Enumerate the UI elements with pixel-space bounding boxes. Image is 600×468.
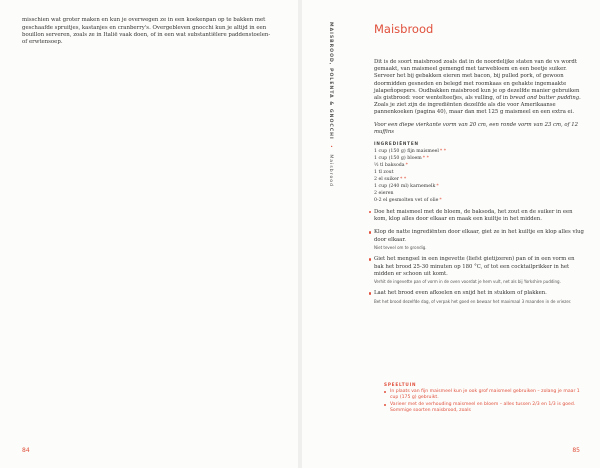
variations-list (384, 389, 584, 414)
ingredient-mark: * (405, 163, 408, 169)
variation-text: Varieer met de verhouding maismeel en bloem – alles tussen 2/3 en 1/3 is goed. Sommige soorten maisbrood, zoals (390, 402, 576, 413)
method-step (374, 229, 584, 250)
running-head (328, 22, 333, 187)
left-page (0, 0, 298, 468)
method-step (374, 256, 584, 284)
ingredient-text: 1 tl zout (374, 170, 394, 176)
method-steps (374, 209, 584, 304)
recipe-description (374, 59, 584, 117)
ingredient-item (374, 155, 584, 162)
step-note: Niet teveel om te grondig. (374, 244, 427, 250)
step-text: Doe het maismeel met de bloem, de baksoda, het zout en de suiker in een kom, klop alles door elkaar en maak een kuiltje in het midden. (374, 209, 573, 223)
description-italic: bread and butter pudding (509, 95, 580, 102)
ingredient-text: 0-2 el gesmolten vet of olie (374, 198, 439, 204)
recipe-content (374, 22, 584, 310)
ingredient-item (374, 183, 584, 190)
ingredient-mark: * * (422, 156, 429, 162)
ingredient-text: 2 el suiker (374, 177, 400, 183)
step-bullet-icon (369, 258, 371, 260)
variation-text: In plaats van fijn maismeel kun je ook grof maismeel gebruiken – zolang je maar 1 cup (175 g) gebruikt. (390, 389, 580, 400)
ingredient-text: 1 cup (150 g) bloem (374, 156, 422, 162)
ingredient-item (374, 169, 584, 176)
recipe-title: Maisbrood (374, 22, 434, 36)
step-bullet-icon (369, 292, 371, 294)
variations-box (384, 382, 584, 415)
intro-text: misschien wat groter maken en kun je overwegen ze in een koekenpan op te bakken met geschaafde spruitjes, kastanjes en cranberry's. Overgebleven gnocchi kun je altijd in een bouillon serveren, zoals ze in Italië vaak doen, of in een wat substantiëlere paddenstoelen- of erwtensoep. (22, 17, 271, 46)
step-text: Laat het brood even afkoelen en snijd het in stukken of plakken. (374, 290, 547, 297)
step-note: Bet het brood dezelfde dag, of verpak het goed en bewaar het maximaal 3 maanden in de vriezer. (374, 298, 572, 304)
method-step (374, 290, 584, 304)
running-head-section: Maisbrood (328, 154, 333, 188)
ingredient-item (374, 148, 584, 155)
ingredient-mark: * (439, 198, 442, 204)
ingredient-text: 1 cup (240 ml) karnemelk (374, 184, 436, 190)
ingredient-list (374, 148, 584, 204)
step-bullet-icon (369, 231, 371, 233)
running-head-separator: • (328, 145, 333, 149)
ingredients-heading: INGREDIËNTEN (374, 141, 419, 147)
tip-bullet-icon (384, 404, 386, 406)
page-number-right: 85 (572, 447, 580, 454)
ingredient-item (374, 190, 584, 197)
running-head-chapter: MAISBROOD, POLENTA & GNOCCHI (328, 22, 333, 140)
method-step (374, 209, 584, 223)
ingredient-item (374, 176, 584, 183)
tip-bullet-icon (384, 391, 386, 393)
step-text: Klop de natte ingrediënten door elkaar, giet ze in het kuiltje en klop alles vlug door elkaar. (374, 229, 584, 243)
ingredient-item (374, 197, 584, 204)
variation-item (384, 402, 584, 414)
ingredient-mark: * * (439, 149, 447, 155)
ingredient-mark: * (436, 184, 439, 190)
variation-item (384, 389, 584, 401)
ingredient-item (374, 162, 584, 169)
page-number-left: 84 (22, 447, 30, 454)
ingredient-mark: * * (400, 177, 407, 183)
step-note: Verhit de ingevette pan of vorm in de oven voordat je hem vult, net als bij Yorkshire pudding. (374, 278, 561, 284)
variations-heading: SPEELTUIN (384, 382, 417, 387)
mold-note: Voor een diepe vierkante vorm van 20 cm, een ronde vorm van 23 cm, of 12 muffins (374, 121, 578, 135)
step-text: Giet het mengsel in een ingevette (liefst gietijzeren) pan of in een vorm en bak het brood 25-30 minuten op 180 °C, of tot een cocktailprikker in het midden er schoon uit komt. (374, 256, 575, 277)
description-part-1: Dit is de soort maisbrood zoals dat in de noordelijke staten van de vs wordt gemaakt, van maismeel gemengd met tarwebloem en een beetje suiker. Serveer het bij gebakken eieren met bacon, bij pulled pork, of gewoon doormidden gesneden en belegd met roomkaas en gehakte ingemaakte jalapeñopepers. Oudbakken maisbrood kun je op dezelfde manier gebruiken als gistbrood: voor wentelteefjes, als vulling, of in (374, 59, 580, 102)
ingredient-text: 2 eieren (374, 191, 394, 197)
description-part-2: . Zoals je ziet zijn de ingrediënten dezelfde als die voor Amerikaanse pannenkoeken (pagina 40), maar dan met 125 g maismeel en een extra ei. (374, 95, 581, 116)
ingredient-text: 1 cup (150 g) fijn maismeel (374, 149, 439, 155)
ingredient-text: ½ tl baksoda (374, 163, 405, 169)
